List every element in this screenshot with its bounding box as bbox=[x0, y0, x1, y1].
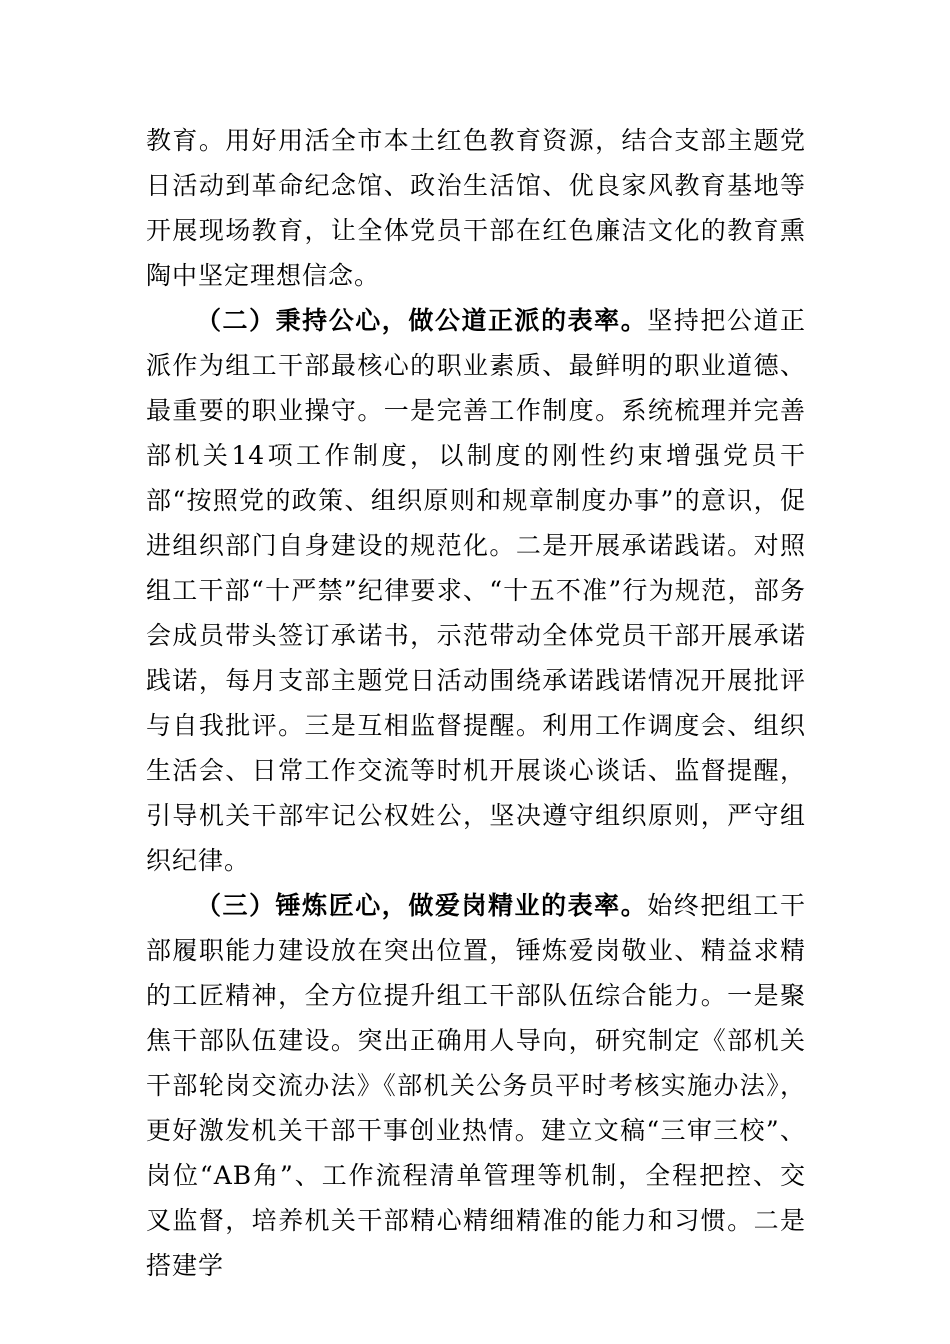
paragraph-section-3 bbox=[146, 883, 806, 1288]
section-heading: （三）锤炼匠心，做爱岗精业的表率。 bbox=[196, 891, 648, 920]
paragraph-text: 坚持把公道正派作为组工干部最核心的职业素质、最鲜明的职业道德、最重要的职业操守。一是完善工作制度。系统梳理并完善部机关14项工作制度，以制度的刚性约束增强党员干部“按照党的政策、组织原则和规章制度办事”的意识，促进组织部门自身建设的规范化。二是开展承诺践诺。对照组工干部“十严禁”纪律要求、“十五不准”行为规范，部务会成员带头签订承诺书，示范带动全体党员干部开展承诺践诺，每月支部主题党日活动围绕承诺践诺情况开展批评与自我批评。三是互相监督提醒。利用工作调度会、组织生活会、日常工作交流等时机开展谈心谈话、监督提醒，引导机关干部牢记公权姓公，坚决遵守组织原则，严守组织纪律。 bbox=[146, 306, 806, 875]
paragraph-text: 教育。用好用活全市本土红色教育资源，结合支部主题党日活动到革命纪念馆、政治生活馆、优良家风教育基地等开展现场教育，让全体党员干部在红色廉洁文化的教育熏陶中坚定理想信念。 bbox=[146, 126, 806, 290]
paragraph-continuation bbox=[146, 118, 806, 298]
paragraph-text: 始终把组工干部履职能力建设放在突出位置，锤炼爱岗敬业、精益求精的工匠精神，全方位提升组工干部队伍综合能力。一是聚焦干部队伍建设。突出正确用人导向，研究制定《部机关干部轮岗交流办法》《部机关公务员平时考核实施办法》，更好激发机关干部干事创业热情。建立文稿“三审三校”、岗位“AB角”、工作流程清单管理等机制，全程把控、交叉监督，培养机关干部精心精细精准的能力和习惯。二是搭建学 bbox=[146, 891, 806, 1280]
section-heading: （二）秉持公心，做公道正派的表率。 bbox=[196, 306, 648, 335]
document-body bbox=[146, 118, 806, 1288]
paragraph-section-2 bbox=[146, 298, 806, 883]
